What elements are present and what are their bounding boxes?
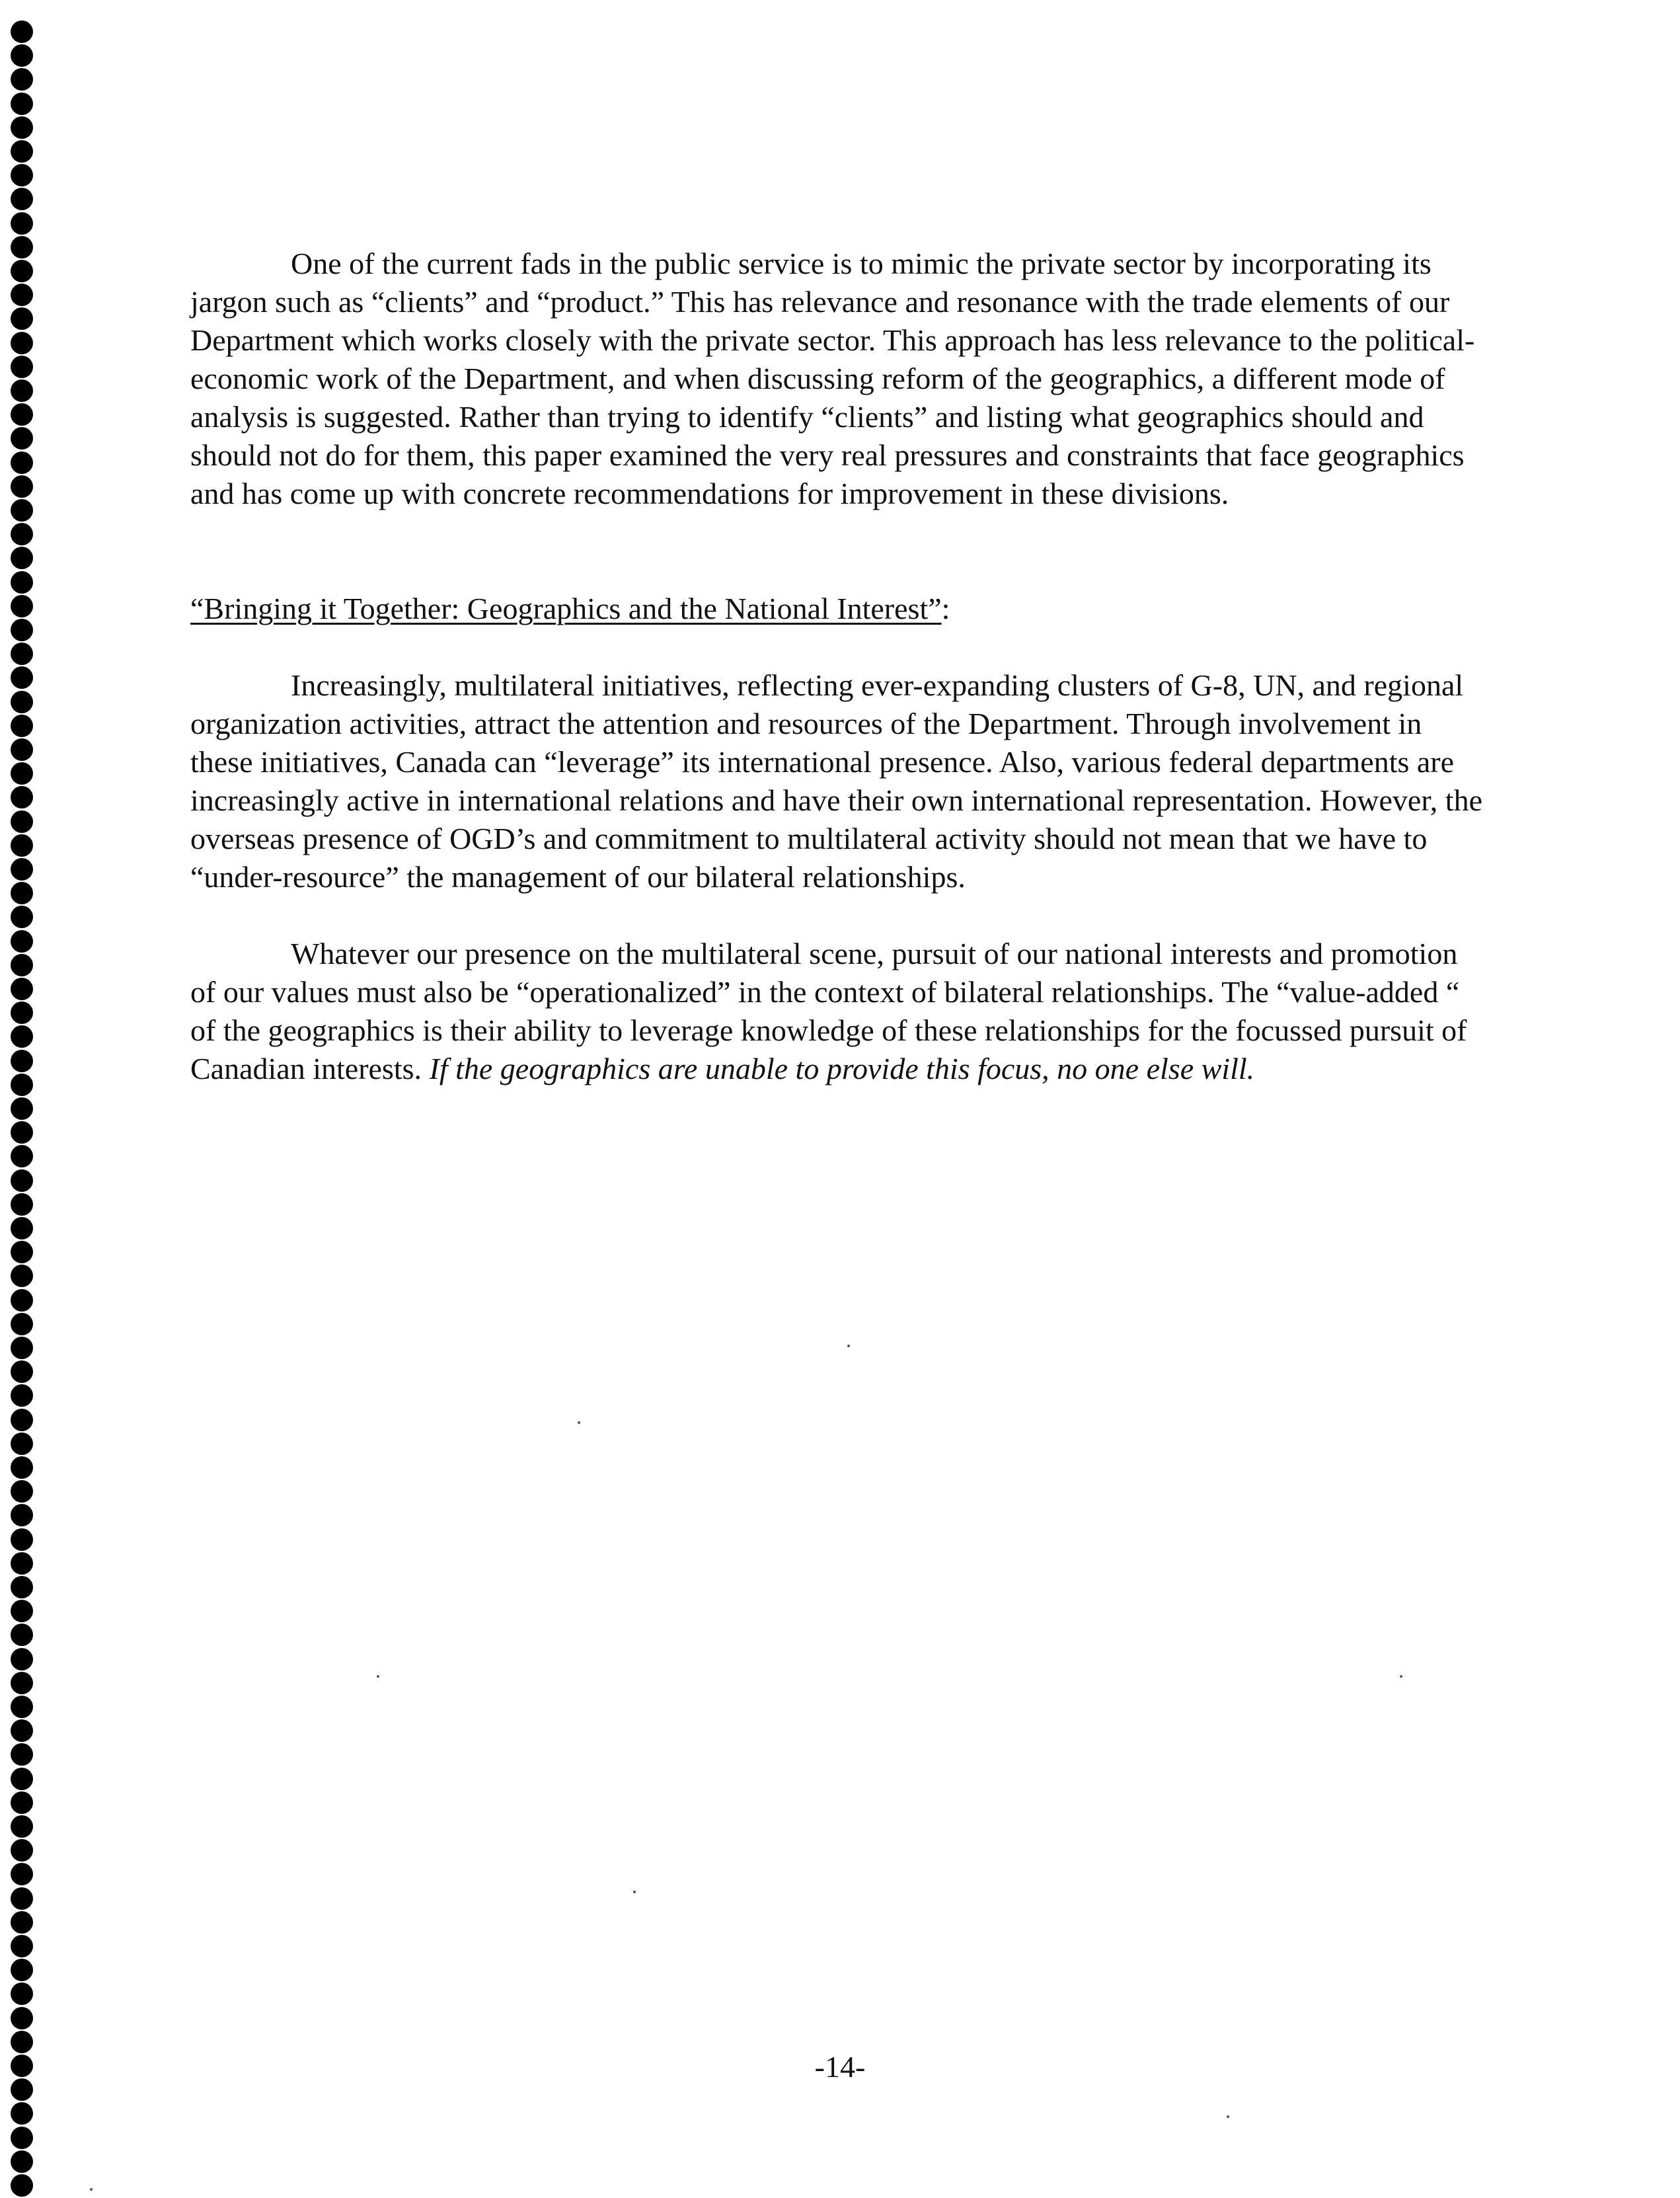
binding-hole bbox=[11, 978, 33, 1000]
binding-hole bbox=[11, 427, 33, 450]
binding-hole bbox=[11, 1696, 33, 1718]
binding-hole bbox=[11, 116, 33, 139]
binding-hole bbox=[11, 1887, 33, 1910]
binding-hole bbox=[11, 1528, 33, 1551]
scan-speck bbox=[90, 2188, 93, 2191]
binding-hole bbox=[11, 691, 33, 713]
paragraph-2-text: Increasingly, multilateral initiatives, reflecting ever-expanding clusters of G-8, UN, and regional organization activities, attract the attention and resources of the Department. Through involvement in these initiatives, Canada can “leverage” its international presence. Also, various federal departments are increasingly active in international relations and have their own international representation. However, the overseas presence of OGD’s and commitment to multilateral activity should not mean that we have to “under-resource” the management of our bilateral relationships. bbox=[190, 668, 1482, 894]
paragraph-2 bbox=[190, 666, 1483, 896]
paragraph-3 bbox=[190, 935, 1483, 1088]
binding-hole bbox=[11, 1672, 33, 1694]
section-heading bbox=[190, 590, 1483, 628]
binding-hole bbox=[11, 93, 33, 115]
binding-hole bbox=[11, 1839, 33, 1862]
binding-hole bbox=[11, 356, 33, 378]
binding-hole bbox=[11, 762, 33, 785]
binding-hole bbox=[11, 1456, 33, 1479]
scan-speck bbox=[377, 1675, 379, 1678]
binding-hole bbox=[11, 1337, 33, 1359]
binding-hole bbox=[11, 666, 33, 689]
binding-hole bbox=[11, 1409, 33, 1431]
binding-hole bbox=[11, 930, 33, 953]
binding-hole bbox=[11, 307, 33, 330]
paragraph-3-text: Whatever our presence on the multilateral scene, pursuit of our national interests and promotion of our values must also be “operationalized” in the context of bilateral relationships. The “value-added “ of the geographics is their ability to leverage knowledge of these relationships for the focussed pursuit of Canadian interests. bbox=[190, 937, 1467, 1085]
binding-hole bbox=[11, 619, 33, 641]
binding-hole bbox=[11, 1576, 33, 1598]
binding-hole bbox=[11, 810, 33, 833]
binding-hole bbox=[11, 1193, 33, 1216]
binding-hole bbox=[11, 1815, 33, 1838]
binding-hole bbox=[11, 140, 33, 163]
binding-hole bbox=[11, 1001, 33, 1024]
binding-hole bbox=[11, 1433, 33, 1455]
binding-hole bbox=[11, 1025, 33, 1048]
paragraph-3-italic-text: If the geographics are unable to provide this focus, no one else will. bbox=[429, 1052, 1255, 1085]
binding-hole bbox=[11, 1600, 33, 1622]
section-heading-text: “Bringing it Together: Geographics and the National Interest” bbox=[190, 592, 942, 625]
binding-hole bbox=[11, 1289, 33, 1312]
binding-hole bbox=[11, 188, 33, 210]
binding-hole bbox=[11, 236, 33, 258]
binding-hole bbox=[11, 68, 33, 91]
binding-hole bbox=[11, 1145, 33, 1167]
binding-hole bbox=[11, 1982, 33, 2005]
binding-hole bbox=[11, 1313, 33, 1335]
binding-holes bbox=[0, 0, 53, 2198]
binding-hole bbox=[11, 643, 33, 665]
binding-hole bbox=[11, 260, 33, 282]
binding-hole bbox=[11, 906, 33, 928]
binding-hole bbox=[11, 1935, 33, 1957]
page-number: -14- bbox=[814, 2050, 866, 2084]
binding-hole bbox=[11, 1863, 33, 1885]
binding-hole bbox=[11, 379, 33, 402]
scan-speck bbox=[1400, 1675, 1402, 1678]
binding-hole bbox=[11, 547, 33, 569]
paragraph-1 bbox=[190, 245, 1483, 513]
binding-hole bbox=[11, 212, 33, 235]
binding-hole bbox=[11, 1169, 33, 1192]
binding-hole bbox=[11, 332, 33, 354]
binding-hole bbox=[11, 1719, 33, 1742]
binding-hole bbox=[11, 1911, 33, 1934]
binding-hole bbox=[11, 1768, 33, 1790]
binding-hole bbox=[11, 2150, 33, 2173]
binding-hole bbox=[11, 786, 33, 808]
binding-hole bbox=[11, 738, 33, 761]
binding-hole bbox=[11, 1791, 33, 1814]
section-heading-suffix: : bbox=[941, 592, 950, 625]
binding-hole bbox=[11, 2007, 33, 2029]
binding-hole bbox=[11, 1050, 33, 1072]
binding-hole bbox=[11, 2102, 33, 2125]
binding-hole bbox=[11, 1360, 33, 1383]
binding-hole bbox=[11, 1241, 33, 1263]
binding-hole bbox=[11, 44, 33, 67]
binding-hole bbox=[11, 1265, 33, 1287]
binding-hole bbox=[11, 20, 33, 43]
scan-speck bbox=[633, 1891, 636, 1893]
binding-hole bbox=[11, 1959, 33, 1981]
binding-hole bbox=[11, 715, 33, 737]
paragraph-1-text: One of the current fads in the public service is to mimic the private sector by incorporating its jargon such as “clients” and “product.” This has relevance and resonance with the trade elements of our Department which works closely with the private sector. This approach has less relevance to the political-economic work of the Department, and when discussing reform of the geographics, a different mode of analysis is suggested. Rather than trying to identify “clients” and listing what geographics should and should not do for them, this paper examined the very real pressures and constraints that face geographics and has come up with concrete recommendations for improvement in these divisions. bbox=[190, 247, 1475, 510]
binding-hole bbox=[11, 1217, 33, 1239]
binding-hole bbox=[11, 1097, 33, 1120]
scan-speck bbox=[578, 1421, 580, 1424]
binding-hole bbox=[11, 1624, 33, 1646]
binding-hole bbox=[11, 1121, 33, 1144]
binding-hole bbox=[11, 954, 33, 976]
binding-hole bbox=[11, 523, 33, 545]
binding-hole bbox=[11, 1552, 33, 1575]
scan-speck bbox=[1227, 2115, 1229, 2118]
binding-hole bbox=[11, 499, 33, 522]
binding-hole bbox=[11, 1480, 33, 1503]
binding-hole bbox=[11, 595, 33, 617]
binding-hole bbox=[11, 1648, 33, 1670]
binding-hole bbox=[11, 571, 33, 594]
binding-hole bbox=[11, 2174, 33, 2197]
binding-hole bbox=[11, 403, 33, 426]
binding-hole bbox=[11, 451, 33, 474]
binding-hole bbox=[11, 882, 33, 904]
binding-hole bbox=[11, 1504, 33, 1526]
binding-hole bbox=[11, 1074, 33, 1096]
binding-hole bbox=[11, 284, 33, 306]
document-body bbox=[190, 245, 1483, 1088]
binding-hole bbox=[11, 1743, 33, 1766]
binding-hole bbox=[11, 2127, 33, 2149]
binding-hole bbox=[11, 834, 33, 857]
binding-hole bbox=[11, 164, 33, 186]
scan-speck bbox=[847, 1345, 850, 1347]
binding-hole bbox=[11, 1384, 33, 1407]
binding-hole bbox=[11, 858, 33, 881]
binding-hole bbox=[11, 475, 33, 498]
